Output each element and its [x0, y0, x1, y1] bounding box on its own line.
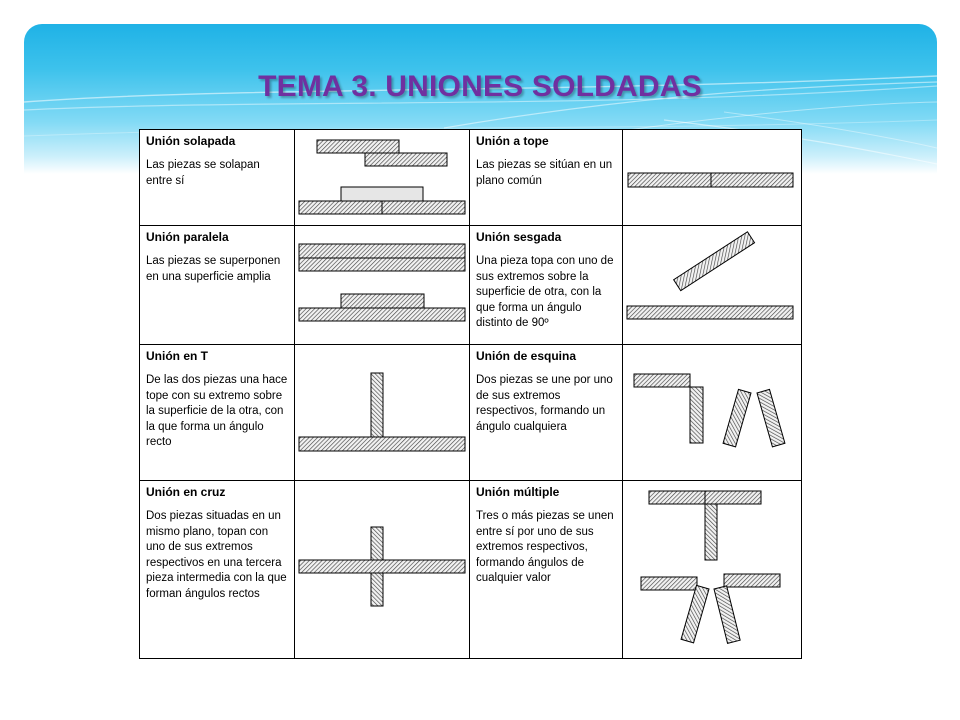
joint-description: Las piezas se superponen en una superficie amplia	[146, 255, 281, 283]
joint-title: Unión en T	[146, 349, 208, 363]
joint-cell-oblique-figure	[623, 226, 801, 345]
multiple-joint-icon	[623, 481, 800, 659]
joint-cell-corner-text	[470, 345, 623, 481]
joint-cell-lap-figure	[295, 130, 470, 226]
cross-joint-icon	[295, 481, 470, 659]
page-title: TEMA 3. UNIONES SOLDADAS	[258, 70, 702, 103]
joint-cell-multiple-text	[470, 481, 623, 658]
joint-description: Las piezas se sitúan en un plano común	[476, 159, 613, 187]
joint-title: Unión solapada	[146, 134, 236, 148]
joint-title: Unión múltiple	[476, 485, 560, 499]
joint-cell-cross-text	[140, 481, 295, 658]
joint-cell-butt-figure	[623, 130, 801, 226]
joint-cell-oblique-text	[470, 226, 623, 345]
butt-joint-icon	[623, 130, 800, 226]
joint-cell-lap-text	[140, 130, 295, 226]
joint-cell-t-figure	[295, 345, 470, 481]
joint-cell-butt-text	[470, 130, 623, 226]
joint-types-table	[139, 129, 802, 659]
joint-cell-multiple-figure	[623, 481, 801, 658]
oblique-joint-icon	[623, 226, 800, 345]
joint-cell-parallel-text	[140, 226, 295, 345]
joint-cell-cross-figure	[295, 481, 470, 658]
lap-joint-icon	[295, 130, 470, 226]
joint-description: Una pieza topa con uno de sus extremos sobre la superficie de otra, con la que forma un ángulo distinto de 90º	[476, 255, 614, 329]
parallel-joint-icon	[295, 226, 470, 345]
joint-description: Dos piezas se une por uno de sus extremos respectivos, formando un ángulo cualquiera	[476, 374, 613, 433]
joint-description: Dos piezas situadas en un mismo plano, topan con uno de sus extremos respectivos en una tercera pieza intermedia con la que forman ángulos rectos	[146, 510, 287, 600]
joint-title: Unión a tope	[476, 134, 549, 148]
joint-title: Unión paralela	[146, 230, 229, 244]
joint-cell-corner-figure	[623, 345, 801, 481]
joint-cell-t-text	[140, 345, 295, 481]
joint-title: Unión sesgada	[476, 230, 562, 244]
corner-joint-icon	[623, 345, 800, 481]
t-joint-icon	[295, 345, 470, 481]
joint-description: Las piezas se solapan entre sí	[146, 159, 260, 187]
joint-description: Tres o más piezas se unen entre sí por uno de sus extremos respectivos, formando ángulos de cualquier valor	[476, 510, 614, 584]
joint-description: De las dos piezas una hace tope con su extremo sobre la superficie de la otra, con la que forma un ángulo recto	[146, 374, 288, 448]
joint-cell-parallel-figure	[295, 226, 470, 345]
joint-title: Unión en cruz	[146, 485, 226, 499]
joint-title: Unión de esquina	[476, 349, 577, 363]
